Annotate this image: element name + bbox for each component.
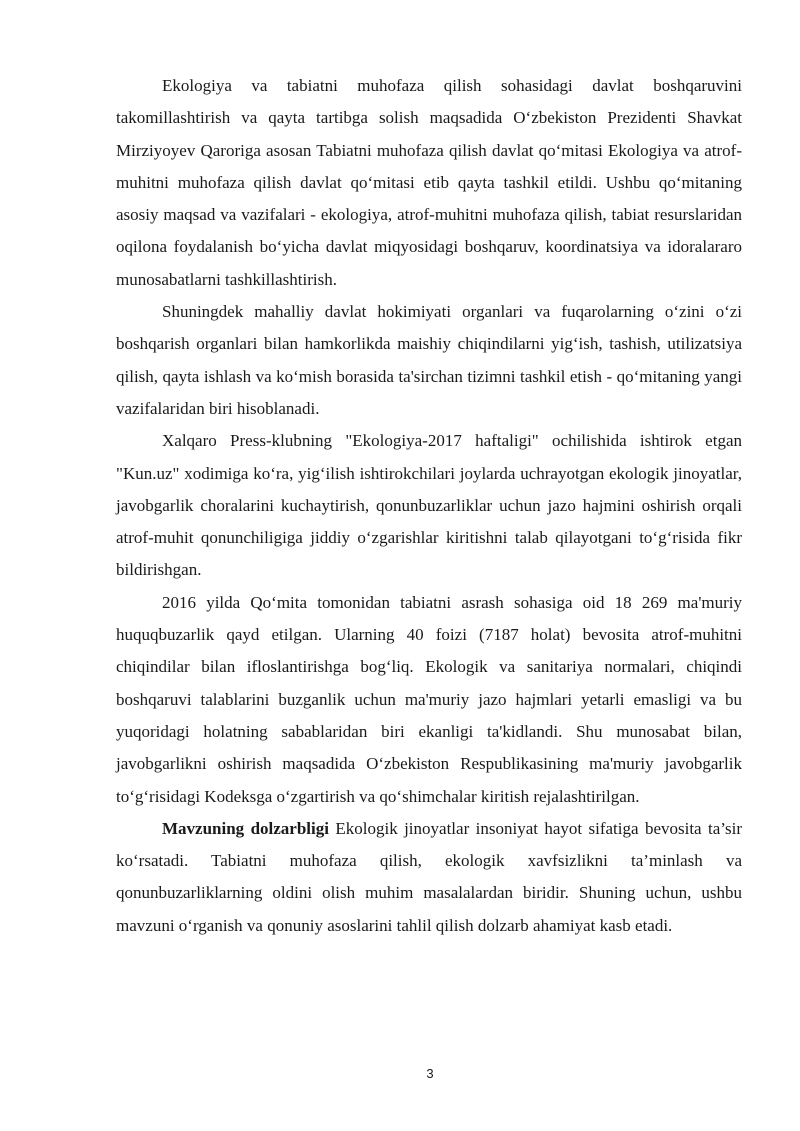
paragraph-1	[116, 70, 742, 296]
section-lead-relevance: Mavzuning dolzarbligi	[162, 818, 329, 838]
paragraph-1-text: Ekologiya va tabiatni muhofaza qilish sohasidagi davlat boshqaruvini takomillashtirish va qayta tartibga solish maqsadida O‘zbekiston Prezidenti Shavkat Mirziyoyev Qaroriga asosan Tabiatni muhofaza qilish davlat qo‘mitasi Ekologiya va atrof-muhitni muhofaza qilish davlat qo‘mitasi etib qayta tashkil etildi. Ushbu qo‘mitaning asosiy maqsad va vazifalari - ekologiya, atrof-muhitni muhofaza qilish, tabiat resurslaridan oqilona foydalanish bo‘yicha davlat miqyosidagi boshqaruv, koordinatsiya va idoralararo munosabatlarni tashkillashtirish.	[116, 76, 742, 289]
paragraph-3	[116, 425, 742, 586]
paragraph-5	[116, 813, 742, 942]
paragraph-3-text: Xalqaro Press-klubning "Ekologiya-2017 haftaligi" ochilishida ishtirok etgan "Kun.uz" xodimiga ko‘ra, yig‘ilish ishtirokchilari joylarda uchrayotgan ekologik jinoyatlar, javobgarlik choralarini kuchaytirish, qonunbuzarliklar uchun jazo hajmini oshirish orqali atrof-muhit qonunchiligiga jiddiy o‘zgarishlar kiritishni talab qilayotgani to‘g‘risida fikr bildirishgan.	[116, 431, 742, 580]
paragraph-5-text: Ekologik jinoyatlar insoniyat hayot sifatiga bevosita ta’sir ko‘rsatadi. Tabiatni muhofaza qilish, ekologik xavfsizlikni ta’minlash va qonunbuzarliklarning oldini olish muhim masalalardan biridir. Shuning uchun, ushbu mavzuni o‘rganish va qonuniy asoslarini tahlil qilish dolzarb ahamiyat kasb etadi.	[116, 818, 742, 935]
paragraph-2	[116, 296, 742, 425]
paragraph-4-text: 2016 yilda Qo‘mita tomonidan tabiatni asrash sohasiga oid 18 269 ma'muriy huquqbuzarlik qayd etilgan. Ularning 40 foizi (7187 holat) bevosita atrof-muhitni chiqindilar bilan ifloslantirishga bog‘liq. Ekologik va sanitariya normalari, chiqindi boshqaruvi talablarini buzganlik uchun ma'muriy jazo hajmlari yetarli emasligi va bu yuqoridagi holatning sabablaridan biri ekanligi ta'kidlandi. Shu munosabat bilan, javobgarlikni oshirish maqsadida O‘zbekiston Respublikasining ma'muriy javobgarlik to‘g‘risidagi Kodeksga o‘zgartirish va qo‘shimchalar kiritish rejalashtirilgan.	[116, 592, 742, 806]
page-number: 3	[426, 1066, 434, 1081]
document-body	[116, 70, 742, 942]
paragraph-4	[116, 587, 742, 813]
paragraph-2-text: Shuningdek mahalliy davlat hokimiyati organlari va fuqarolarning o‘zini o‘zi boshqarish organlari bilan hamkorlikda maishiy chiqindilarni yig‘ish, tashish, utilizatsiya qilish, qayta ishlash va ko‘mish borasida ta'sirchan tizimni tashkil etish - qo‘mitaning yangi vazifalaridan biri hisoblanadi.	[116, 302, 742, 418]
